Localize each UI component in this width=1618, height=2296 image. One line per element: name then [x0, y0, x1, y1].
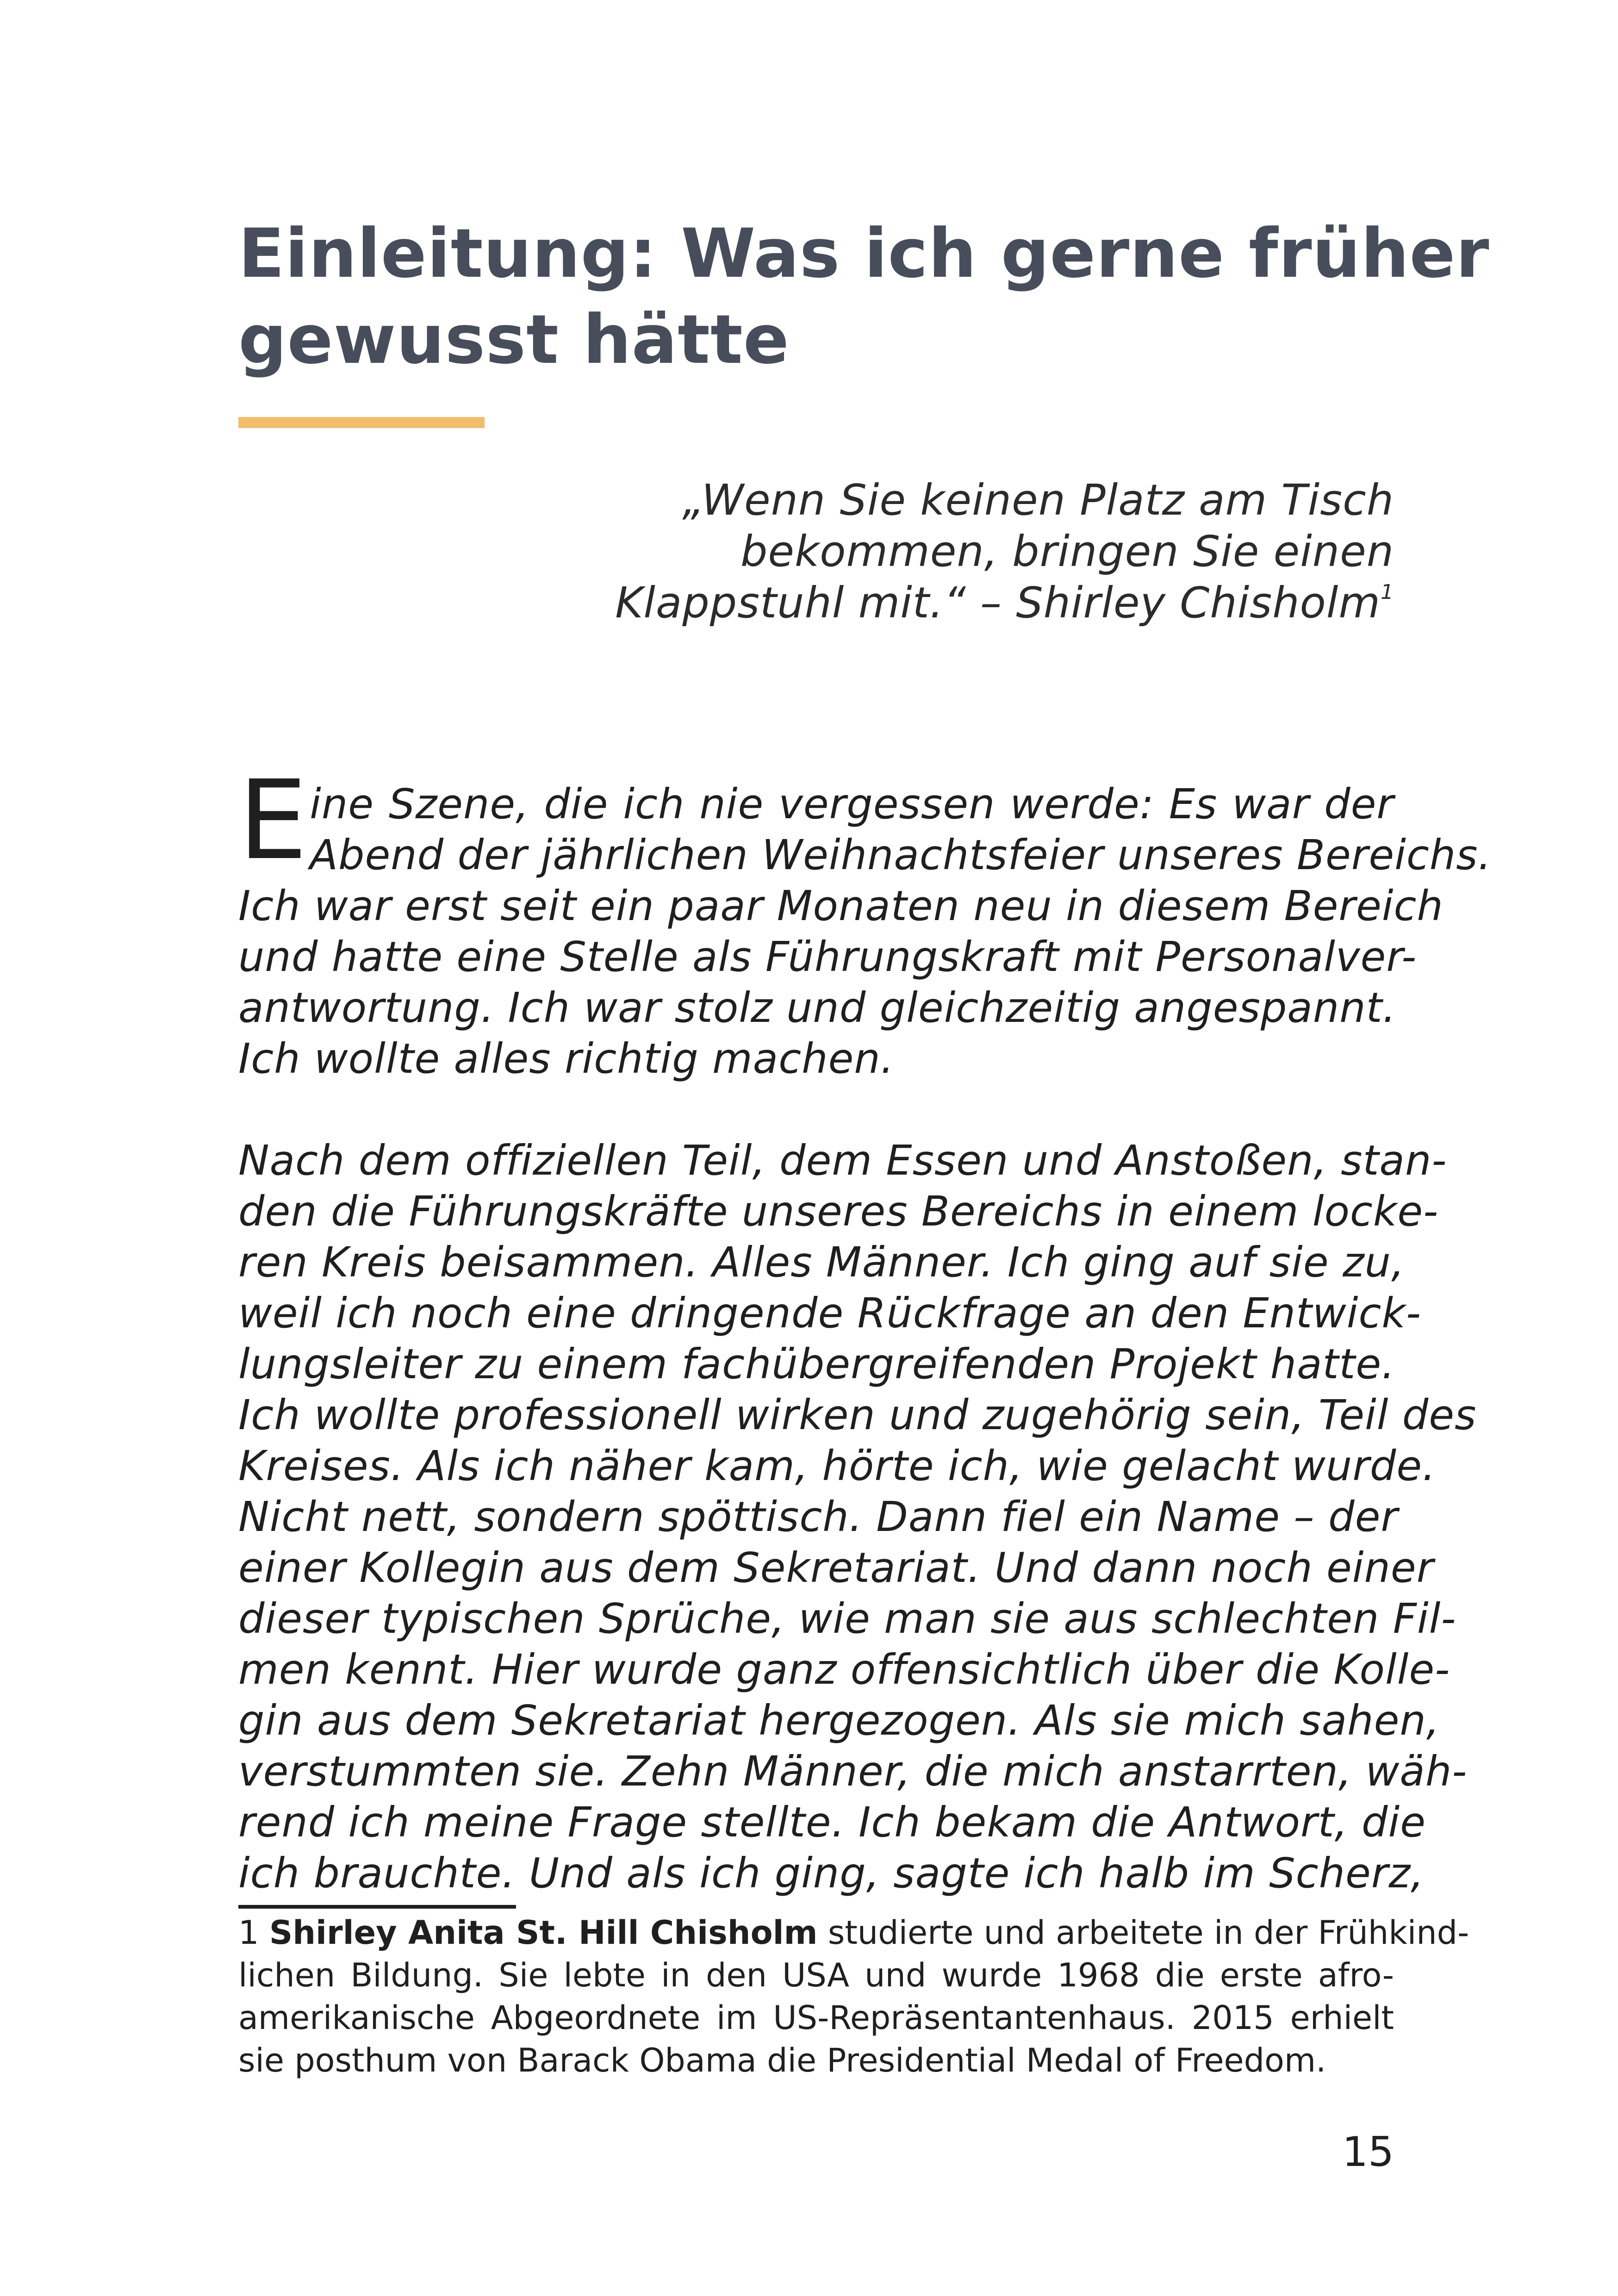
- chapter-title: [238, 211, 1490, 383]
- footnote-line-1-rest: studierte und arbeitete in der Frühkind-: [828, 1914, 1469, 1952]
- epigraph-line-3: Klappstuhl mit.“ – Shirley Chisholm: [615, 578, 1381, 628]
- paragraph-1: [238, 757, 1492, 1084]
- footnote-line-4: sie posthum von Barack Obama die Presidential Medal of Freedom.: [238, 2041, 1326, 2079]
- paragraph-1-line: Ich wollte alles richtig machen.: [238, 1034, 895, 1083]
- title-accent-bar: [238, 417, 485, 428]
- footnote-line-3: amerikanische Abgeordnete im US-Repräsentantenhaus. 2015 erhielt: [238, 1999, 1394, 2037]
- footnote-person-name: Shirley Anita St. Hill Chisholm: [269, 1914, 818, 1952]
- drop-cap: E: [238, 757, 308, 884]
- paragraph-1-line: Abend der jährlichen Weihnachtsfeier unseres Bereichs.: [310, 831, 1492, 879]
- epigraph-quote: [602, 474, 1394, 628]
- footnote-line-2: lichen Bildung. Sie lebte in den USA und wurde 1968 die erste afro-: [238, 1956, 1394, 1994]
- epigraph-line-1: „Wenn Sie keinen Platz am Tisch: [682, 475, 1394, 525]
- footnote-separator: [238, 1905, 516, 1909]
- paragraph-1-line: und hatte eine Stelle als Führungskraft mit Personalver-: [238, 933, 1417, 981]
- paragraph-2-line: den die Führungskräfte unseres Bereichs in einem locke-: [238, 1187, 1439, 1235]
- chapter-title-line-1: Einleitung: Was ich gerne früher: [238, 214, 1490, 293]
- paragraph-2-line: Kreises. Als ich näher kam, hörte ich, wie gelacht wurde.: [238, 1442, 1436, 1490]
- footnote: [238, 1911, 1469, 2082]
- paragraph-2-line: dieser typischen Sprüche, wie man sie aus schlechten Fil-: [238, 1594, 1456, 1643]
- paragraph-2-line: ren Kreis beisammen. Alles Männer. Ich ging auf sie zu,: [238, 1238, 1405, 1286]
- epigraph-line-2: bekommen, bringen Sie einen: [740, 527, 1394, 576]
- paragraph-2: [238, 1135, 1477, 1898]
- footnote-line-1: [238, 1911, 1469, 1954]
- paragraph-2-line: ich brauchte. Und als ich ging, sagte ich halb im Scherz,: [238, 1849, 1425, 1897]
- paragraph-2-line: Ich wollte professionell wirken und zugehörig sein, Teil des: [238, 1391, 1477, 1439]
- paragraph-2-line: weil ich noch eine dringende Rückfrage an den Entwick-: [238, 1289, 1422, 1337]
- paragraph-2-line: men kennt. Hier wurde ganz offensichtlich über die Kolle-: [238, 1645, 1450, 1693]
- chapter-title-line-2: gewusst hätte: [238, 300, 790, 379]
- paragraph-2-line: Nach dem offiziellen Teil, dem Essen und Anstoßen, stan-: [238, 1136, 1447, 1184]
- paragraph-2-line: lungsleiter zu einem fachübergreifenden Projekt hatte.: [238, 1340, 1395, 1388]
- paragraph-2-line: einer Kollegin aus dem Sekretariat. Und dann noch einer: [238, 1543, 1434, 1592]
- footnote-number: 1: [238, 1914, 259, 1952]
- paragraph-1-line: antwortung. Ich war stolz und gleichzeitig angespannt.: [238, 983, 1396, 1032]
- page-number: 15: [1342, 2128, 1394, 2176]
- paragraph-2-line: rend ich meine Frage stellte. Ich bekam die Antwort, die: [238, 1798, 1426, 1846]
- epigraph-footnote-marker: 1: [1381, 580, 1394, 604]
- paragraph-2-line: Nicht nett, sondern spöttisch. Dann fiel ein Name – der: [238, 1493, 1398, 1541]
- paragraph-2-line: gin aus dem Sekretariat hergezogen. Als sie mich sahen,: [238, 1696, 1440, 1744]
- paragraph-1-line: ine Szene, die ich nie vergessen werde: Es war der: [310, 780, 1394, 828]
- paragraph-2-line: verstummten sie. Zehn Männer, die mich anstarrten, wäh-: [238, 1747, 1468, 1795]
- paragraph-1-line: Ich war erst seit ein paar Monaten neu in diesem Bereich: [238, 882, 1444, 930]
